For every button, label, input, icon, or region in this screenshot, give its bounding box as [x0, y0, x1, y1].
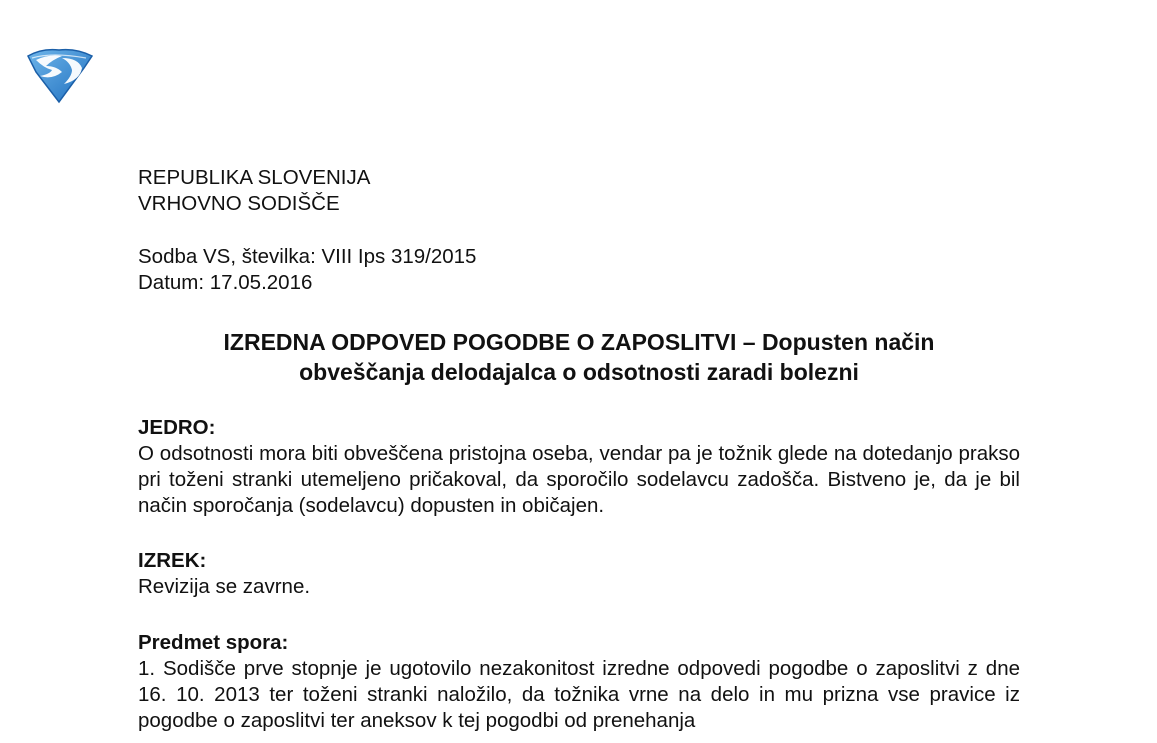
izrek-heading: IZREK:: [138, 549, 207, 572]
predmet-heading: Predmet spora:: [138, 631, 289, 654]
document-title: [138, 327, 1020, 387]
section-jedro: [138, 415, 1020, 519]
case-date: Datum: 17.05.2016: [138, 271, 313, 294]
section-izrek: [138, 548, 1020, 600]
case-number: Sodba VS, številka: VIII Ips 319/2015: [138, 245, 477, 268]
izrek-text: Revizija se zavrne.: [138, 575, 311, 598]
court-emblem-logo: [22, 46, 96, 104]
header-court: VRHOVNO SODIŠČE: [138, 192, 340, 215]
shield-emblem-icon: [22, 46, 96, 104]
jedro-text: O odsotnosti mora biti obveščena pristojna oseba, vendar pa je tožnik glede na dotedanjo prakso pri toženi stranki utemeljeno pričakoval, da sporočilo sodelavcu zadošča. Bistveno je, da je bil način sporočanja (sodelavcu) dopusten in običajen.: [138, 442, 1020, 517]
title-line-1: IZREDNA ODPOVED POGODBE O ZAPOSLITVI – Dopusten način: [223, 329, 935, 355]
title-line-2: obveščanja delodajalca o odsotnosti zaradi bolezni: [299, 359, 859, 385]
section-predmet-spora: [138, 630, 1020, 734]
court-header: [138, 165, 1020, 217]
case-meta: [138, 244, 1020, 296]
jedro-heading: JEDRO:: [138, 416, 216, 439]
predmet-text: 1. Sodišče prve stopnje je ugotovilo nezakonitost izredne odpovedi pogodbe o zaposlitvi z dne 16. 10. 2013 ter toženi stranki naložilo, da tožnika vrne na delo in mu prizna vse pravice iz pogodbe o zaposlitvi ter aneksov k tej pogodbi od prenehanja: [138, 657, 1020, 732]
header-republic: REPUBLIKA SLOVENIJA: [138, 166, 371, 189]
